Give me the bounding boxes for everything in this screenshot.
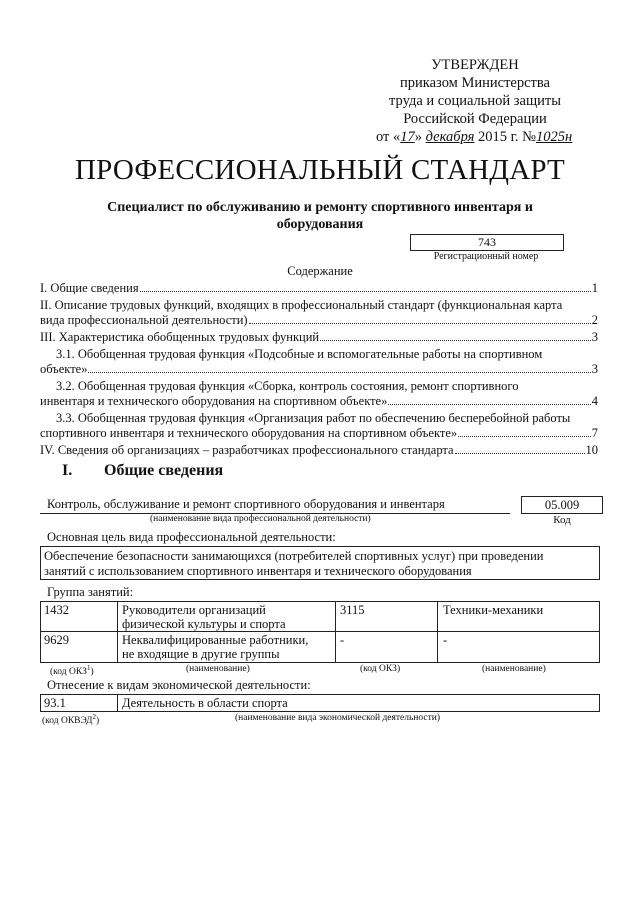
- subtitle-line: Специалист по обслуживанию и ремонту спортивного инвентаря и: [107, 200, 533, 215]
- toc-page: 2: [591, 313, 598, 327]
- caption-name: (наименование): [186, 664, 250, 674]
- toc-item-text: III. Характеристика обобщенных трудовых функций: [40, 330, 320, 344]
- date-year: 2015 г. №: [478, 129, 537, 145]
- page-title: ПРОФЕССИОНАЛЬНЫЙ СТАНДАРТ: [75, 154, 565, 186]
- registration-label: Регистрационный номер: [433, 251, 539, 262]
- group-name: [122, 633, 308, 661]
- toc-item[interactable]: [40, 330, 598, 345]
- toc-item-text: спортивного инвентаря и технического оборудования на спортивном объекте»: [40, 426, 458, 440]
- toc-item-text: II. Описание трудовых функций, входящих в профессиональный стандарт (функциональная карта: [40, 298, 563, 312]
- toc-leader: [458, 436, 591, 437]
- toc-item[interactable]: [40, 281, 598, 296]
- order-number: 1025н: [536, 129, 573, 145]
- toc-item[interactable]: [40, 379, 598, 409]
- toc-page: 4: [591, 394, 598, 408]
- toc-page: 10: [585, 443, 598, 457]
- toc-item[interactable]: [40, 347, 598, 377]
- table-divider: [117, 601, 118, 662]
- caption-name: (наименование): [482, 664, 546, 674]
- caption-okved: (код ОКВЭД$^2$): [42, 713, 100, 727]
- group-name-line: Неквалифицированные работники,: [122, 633, 309, 647]
- toc-item-text: IV. Сведения об организациях – разработчиках профессионального стандарта: [40, 443, 454, 457]
- toc-page: 3: [591, 330, 598, 344]
- toc-leader: [140, 291, 591, 292]
- section-title: Общие сведения: [104, 462, 224, 479]
- okved-name: Деятельность в области спорта: [122, 696, 288, 710]
- toc-leader: [249, 323, 591, 324]
- code-caption: Код: [553, 514, 571, 526]
- date-prefix: от «: [376, 129, 401, 145]
- caption-okved-name: (наименование вида экономической деятельности): [235, 713, 440, 723]
- group-code: 3115: [340, 603, 365, 617]
- toc-item-text: 3.1. Обобщенная трудовая функция «Подсобные и вспомогательные работы на спортивном: [56, 347, 543, 361]
- group-code: -: [340, 633, 345, 647]
- approval-line: УТВЕРЖДЕН: [431, 57, 519, 73]
- group-name: -: [443, 633, 448, 647]
- activity-name: Контроль, обслуживание и ремонт спортивного оборудования и инвентаря: [47, 497, 445, 511]
- toc-item[interactable]: [40, 443, 598, 458]
- activity-code: 05.009: [521, 496, 603, 514]
- goal-text-line: Обеспечение безопасности занимающихся (потребителей спортивных услуг) при проведении: [44, 549, 544, 563]
- toc-leader: [388, 404, 590, 405]
- table-divider: [117, 694, 118, 711]
- date-mid: »: [414, 129, 426, 145]
- approval-line: труда и социальной защиты: [389, 93, 561, 109]
- goal-label: Основная цель вида профессиональной деятельности:: [47, 530, 336, 544]
- toc-item[interactable]: [40, 411, 598, 441]
- caption-okz: (код ОКЗ$^1$): [50, 664, 94, 678]
- toc-leader: [88, 372, 590, 373]
- toc-item-text: вида профессиональной деятельности): [40, 313, 248, 327]
- date-month: декабря: [425, 129, 475, 145]
- section-number: I.: [62, 462, 73, 479]
- toc-item[interactable]: [40, 298, 598, 328]
- group-name: [122, 603, 286, 631]
- okved-code: 93.1: [44, 696, 66, 710]
- table-divider: [437, 601, 438, 662]
- goal-text-line: занятий с использованием спортивного инвентаря и технического оборудования: [44, 564, 472, 578]
- approval-block: [370, 56, 580, 146]
- toc-item-text: I. Общие сведения: [40, 281, 139, 295]
- approval-line: Российской Федерации: [403, 111, 547, 127]
- group-name-line: не входящие в другие группы: [122, 647, 280, 661]
- table-of-contents: [40, 281, 598, 460]
- groups-label: Группа занятий:: [47, 585, 134, 599]
- toc-page: 1: [591, 281, 598, 295]
- table-divider: [335, 601, 336, 662]
- group-code: 9629: [44, 633, 69, 647]
- toc-item-text: объекте»: [40, 362, 88, 376]
- toc-item-text: 3.2. Обобщенная трудовая функция «Сборка, контроль состояния, ремонт спортивного: [56, 379, 519, 393]
- goal-box: [40, 546, 600, 580]
- date-day: 17: [400, 129, 415, 145]
- registration-number: 743: [410, 234, 564, 251]
- okved-label: Отнесение к видам экономической деятельности:: [47, 678, 311, 692]
- caption-okz: (код ОКЗ): [360, 664, 401, 674]
- section-heading: [62, 462, 223, 480]
- table-divider: [40, 631, 599, 632]
- subtitle-line: оборудования: [276, 217, 364, 232]
- group-code: 1432: [44, 603, 69, 617]
- toc-heading: Содержание: [287, 264, 353, 278]
- toc-leader: [455, 453, 585, 454]
- toc-item-text: 3.3. Обобщенная трудовая функция «Организация работ по обеспечению бесперебойной работы: [56, 411, 571, 425]
- approval-date-line: [370, 128, 580, 146]
- toc-page: 3: [591, 362, 598, 376]
- group-name-line: Руководители организаций: [122, 603, 266, 617]
- group-name-line: физической культуры и спорта: [122, 617, 286, 631]
- approval-line: приказом Министерства: [400, 75, 550, 91]
- page-subtitle: [80, 199, 560, 233]
- toc-leader: [320, 340, 591, 341]
- group-name: Техники-механики: [443, 603, 544, 617]
- toc-item-text: инвентаря и технического оборудования на спортивном объекте»: [40, 394, 388, 408]
- toc-page: 7: [591, 426, 598, 440]
- activity-caption: (наименование вида профессиональной деятельности): [150, 514, 371, 524]
